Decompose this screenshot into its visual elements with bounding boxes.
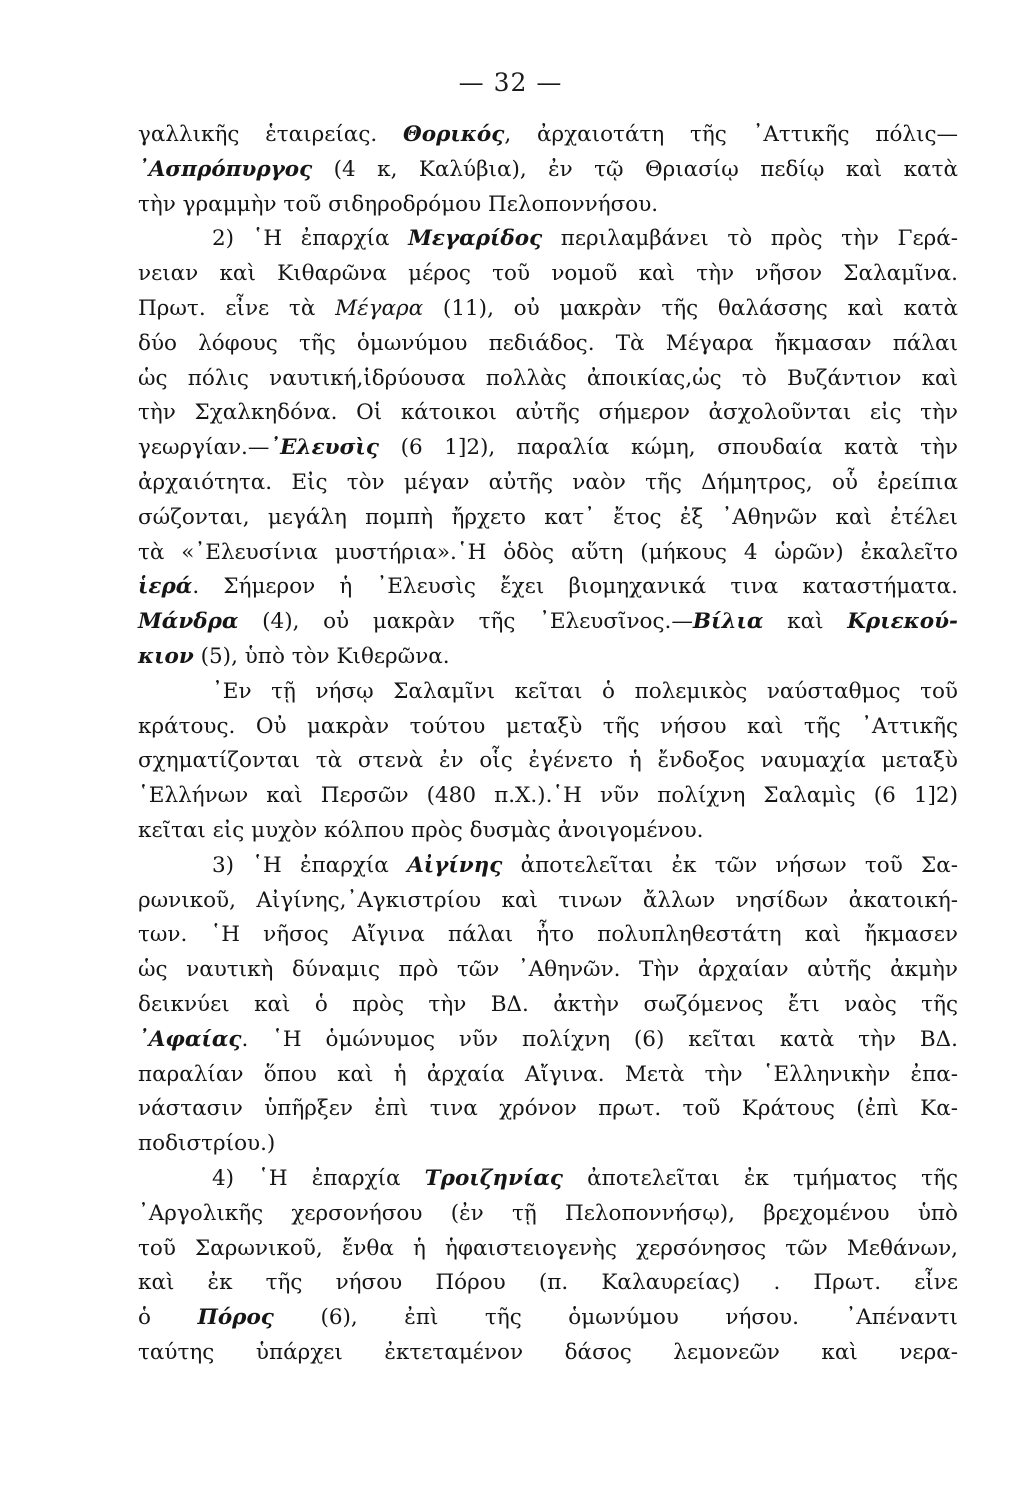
body-text	[138, 118, 958, 1371]
text-run: καὶ	[763, 609, 848, 635]
text-line	[138, 884, 958, 919]
text-run: σώζονται, μεγάλη πομπὴ ἤρχετο κατ᾿ ἔτος ἐξ ᾿Αθηνῶν καὶ ἐτέλει	[138, 504, 958, 530]
text-run: . Σήμερον ἡ ᾿Ελευσὶς ἔχει βιομηχανικά τινα καταστήματα.	[192, 574, 958, 600]
text-run: των. ῾Η νῆσος Αἴγινα πάλαι ἦτο πολυπληθεστάτη καὶ ἤκμασεν	[138, 922, 958, 948]
emphasized-text: κιον	[138, 643, 194, 669]
text-run: (4), οὐ μακρὰν τῆς ᾿Ελευσῖνος.—	[238, 609, 693, 635]
text-run: (11), οὐ μακρὰν τῆς θαλάσσης καὶ κατὰ	[423, 295, 959, 321]
text-line	[138, 814, 958, 849]
text-run: ἀποτελεῖται ἐκ τμήματος τῆς	[563, 1165, 958, 1191]
text-run: 4) ῾Η ἐπαρχία	[212, 1165, 425, 1191]
text-line	[138, 153, 958, 188]
text-line	[138, 257, 958, 292]
text-run: Πρωτ. εἶνε τὰ	[138, 295, 336, 321]
text-run: ἀρχαιότητα. Εἰς τὸν μέγαν αὐτῆς ναὸν τῆς Δήμητρος, οὗ ἐρείπια	[138, 469, 958, 495]
emphasized-text: Βίλια	[692, 609, 764, 635]
emphasized-text: Μέγαρα	[335, 295, 424, 321]
text-line	[138, 1092, 958, 1127]
text-line	[138, 466, 958, 501]
text-line	[138, 292, 958, 327]
text-line	[138, 362, 958, 397]
text-line	[138, 1266, 958, 1301]
text-run: (6), ἐπὶ τῆς ὁμωνύμου νήσου. ᾿Απέναντι	[273, 1305, 958, 1331]
text-run: ὁ	[138, 1305, 198, 1331]
text-run: τὴν Σχαλκηδόνα. Οἱ κάτοικοι αὐτῆς σήμερον ἀσχολοῦνται εἰς τὴν	[138, 400, 958, 426]
text-line	[138, 536, 958, 571]
text-line	[138, 1336, 958, 1371]
text-run: ρωνικοῦ, Αἰγίνης,᾿Αγκιστρίου καὶ τινων ἄλλων νησίδων ἀκατοική-	[138, 887, 958, 913]
text-line	[138, 1301, 958, 1336]
text-line	[138, 953, 958, 988]
text-line	[138, 1127, 958, 1162]
text-line	[138, 605, 958, 640]
text-run: ὡς πόλις ναυτική,ἱδρύουσα πολλὰς ἀποικίας,ὡς τὸ Βυζάντιον καὶ	[138, 365, 958, 391]
text-line	[138, 1162, 958, 1197]
text-line	[138, 779, 958, 814]
text-run: ἀποτελεῖται ἐκ τῶν νήσων τοῦ Σα-	[502, 852, 959, 878]
page-number: — 32 —	[458, 68, 563, 97]
emphasized-text: ἱερά	[138, 574, 193, 600]
text-line	[138, 744, 958, 779]
text-line	[138, 396, 958, 431]
text-run: καὶ ἐκ τῆς νήσου Πόρου (π. Καλαυρείας) . Πρωτ. εἶνε	[138, 1270, 958, 1296]
text-run: 2) ῾Η ἐπαρχία	[212, 226, 409, 252]
text-line	[138, 988, 958, 1023]
text-run: τὰ «᾿Ελευσίνια μυστήρια».῾Η ὁδὸς αὕτη (μήκους 4 ὡρῶν) ἐκαλεῖτο	[138, 539, 958, 565]
text-run: ῾Ελλήνων καὶ Περσῶν (480 π.Χ.).῾Η νῦν πολίχνη Σαλαμὶς (6 1]2)	[138, 783, 958, 809]
emphasized-text: Μάνδρα	[138, 609, 239, 635]
emphasized-text: ᾿Αφαίας	[138, 1026, 242, 1052]
text-line	[138, 1058, 958, 1093]
text-run: γεωργίαν.—	[138, 435, 270, 461]
text-line	[138, 118, 958, 153]
text-run: δεικνύει καὶ ὁ πρὸς τὴν ΒΔ. ἀκτὴν σωζόμενος ἔτι ναὸς τῆς	[138, 991, 958, 1017]
emphasized-text: Μεγαρίδος	[408, 226, 543, 252]
text-run: ᾿Εν τῇ νήσῳ Σαλαμῖνι κεῖται ὁ πολεμικὸς ναύσταθμος τοῦ	[212, 678, 958, 704]
text-run: ποδιστρίου.)	[138, 1131, 276, 1157]
text-run: τοῦ Σαρωνικοῦ, ἔνθα ἡ ἡφαιστειογενὴς χερσόνησος τῶν Μεθάνων,	[138, 1235, 958, 1261]
emphasized-text: ᾿Ασπρόπυργος	[138, 156, 313, 182]
text-line	[138, 501, 958, 536]
text-run: σχηματίζονται τὰ στενὰ ἐν οἷς ἐγένετο ἡ ἔνδοξος ναυμαχία μεταξὺ	[138, 748, 958, 774]
emphasized-text: Αἰγίνης	[407, 852, 503, 878]
emphasized-text: Θορικός	[403, 122, 505, 147]
text-line	[138, 1232, 958, 1267]
emphasized-text: Τροιζηνίας	[424, 1165, 564, 1191]
text-line	[138, 570, 958, 605]
text-line	[138, 675, 958, 710]
text-run: κράτους. Οὐ μακρὰν τούτου μεταξὺ τῆς νήσου καὶ τῆς ᾿Αττικῆς	[138, 713, 958, 739]
emphasized-text: ᾿Ελευσὶς	[269, 435, 379, 461]
text-run: . ῾Η ὁμώνυμος νῦν πολίχνη (6) κεῖται κατὰ τὴν ΒΔ.	[241, 1026, 958, 1052]
text-run: 3) ῾Η ἐπαρχία	[212, 852, 408, 878]
text-line	[138, 918, 958, 953]
text-run: κεῖται εἰς μυχὸν κόλπου πρὸς δυσμὰς ἀνοιγομένου.	[138, 817, 704, 843]
text-run: δύο λόφους τῆς ὁμωνύμου πεδιάδος. Τὰ Μέγαρα ἤκμασαν πάλαι	[138, 330, 958, 356]
text-run: περιλαμβάνει τὸ πρὸς τὴν Γερά-	[542, 226, 959, 252]
text-line	[138, 710, 958, 745]
emphasized-text: Πόρος	[197, 1305, 274, 1331]
text-line	[138, 222, 958, 257]
text-line	[138, 327, 958, 362]
text-line	[138, 1197, 958, 1232]
text-run: , ἀρχαιοτάτη τῆς ᾿Αττικῆς πόλις—	[504, 122, 958, 147]
text-line	[138, 849, 958, 884]
text-run: νάστασιν ὑπῆρξεν ἐπὶ τινα χρόνον πρωτ. τοῦ Κράτους (ἐπὶ Κα-	[138, 1096, 958, 1122]
text-line	[138, 431, 958, 466]
text-run: ᾿Αργολικῆς χερσονήσου (ἐν τῇ Πελοποννήσῳ), βρεχομένου ὑπὸ	[138, 1200, 958, 1226]
text-run: παραλίαν ὅπου καὶ ἡ ἀρχαία Αἴγινα. Μετὰ τὴν ῾Ελληνικὴν ἐπα-	[138, 1061, 958, 1087]
text-line	[138, 640, 958, 675]
text-run: ὡς ναυτικὴ δύναμις πρὸ τῶν ᾿Αθηνῶν. Τὴν ἀρχαίαν αὐτῆς ἀκμὴν	[138, 957, 958, 983]
text-run: ταύτης ὑπάρχει ἐκτεταμένον δάσος λεμονεῶν καὶ νερα-	[138, 1339, 958, 1365]
text-run: γαλλικῆς ἑταιρείας.	[138, 122, 403, 147]
text-line	[138, 1023, 958, 1058]
text-line	[138, 188, 958, 223]
text-run: (4 κ, Καλύβια), ἐν τῷ Θριασίῳ πεδίῳ καὶ κατὰ	[312, 156, 958, 182]
emphasized-text: Κριεκού-	[847, 609, 958, 635]
text-run: (5), ὑπὸ τὸν Κιθερῶνα.	[193, 643, 450, 669]
text-run: νειαν καὶ Κιθαρῶνα μέρος τοῦ νομοῦ καὶ τὴν νῆσον Σαλαμῖνα.	[138, 261, 958, 287]
text-run: (6 1]2), παραλία κώμη, σπουδαία κατὰ τὴν	[378, 435, 958, 461]
text-run: τὴν γραμμὴν τοῦ σιδηροδρόμου Πελοποννήσου.	[138, 191, 659, 217]
